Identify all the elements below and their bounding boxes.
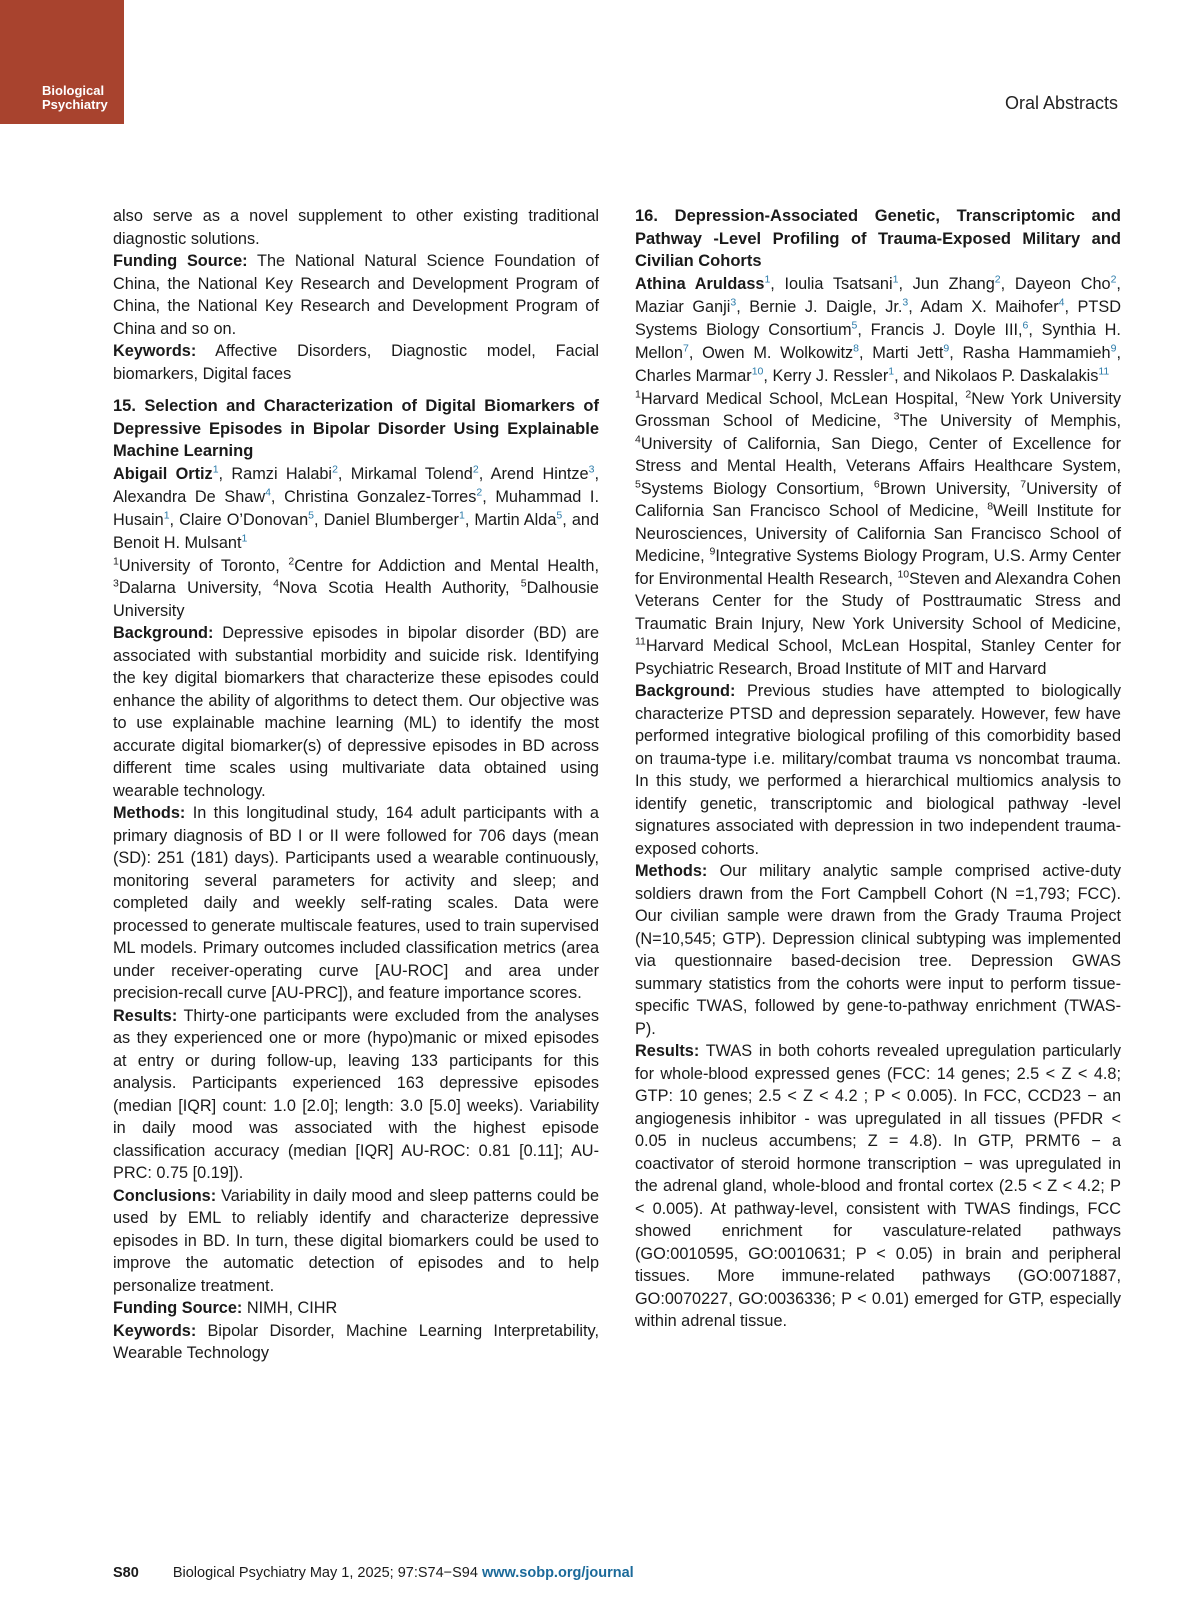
affiliation-marker: 1 bbox=[113, 555, 119, 568]
author-affiliation-marker: 2 bbox=[472, 463, 479, 476]
author-affiliation-marker: 11 bbox=[1098, 365, 1110, 378]
author-affiliation-marker: 8 bbox=[853, 342, 859, 355]
prev-funding bbox=[113, 250, 599, 340]
author-separator: , bbox=[594, 464, 599, 483]
author-separator: , bbox=[482, 487, 496, 506]
prev-funding-text: The National Natural Science Foundation of China, the National Key Research and Development Program of China, the National Key Research and Development Program of China and so on. bbox=[113, 252, 599, 338]
continued-text: also serve as a novel supplement to other existing traditional diagnostic solutions. bbox=[113, 207, 599, 248]
abstract-16-authors bbox=[635, 273, 1121, 388]
affiliation-marker: 7 bbox=[1020, 478, 1027, 491]
author-name: Martin Alda bbox=[474, 510, 557, 529]
author-name: Dayeon Cho bbox=[1014, 274, 1111, 293]
affiliation-marker: 1 bbox=[635, 388, 641, 401]
author-name: Ioulia Tsatsani bbox=[784, 274, 893, 293]
author-name: Bernie J. Daigle, Jr. bbox=[749, 297, 903, 316]
journal-logo-text bbox=[42, 84, 108, 112]
funding-text: NIMH, CIHR bbox=[246, 1299, 338, 1317]
author-separator: , bbox=[1000, 274, 1015, 293]
affiliation-text: Integrative Systems Biology Program, U.S. Army Center for Environmental Health Research, bbox=[635, 547, 1121, 588]
author-separator: , and bbox=[562, 510, 599, 529]
author-affiliation-marker: 2 bbox=[476, 486, 483, 499]
author-separator: , bbox=[1116, 343, 1121, 362]
abstract-16-results bbox=[635, 1040, 1121, 1333]
affiliation-text: Weill Institute for Neurosciences, University of California San Francisco School of Medicine, bbox=[635, 502, 1121, 565]
author-name: Christina Gonzalez-Torres bbox=[284, 487, 477, 506]
author-name: Muhammad I. Husain bbox=[113, 487, 599, 529]
author-affiliation-marker: 4 bbox=[265, 486, 271, 499]
author-affiliation-marker: 5 bbox=[308, 509, 315, 522]
author-affiliation-marker: 1 bbox=[888, 365, 895, 378]
author-separator: , bbox=[763, 366, 773, 385]
author-affiliation-marker: 5 bbox=[556, 509, 563, 522]
author-name: Ramzi Halabi bbox=[231, 464, 333, 483]
author-separator: , bbox=[478, 464, 491, 483]
affiliation-marker: 11 bbox=[635, 635, 646, 648]
author-affiliation-marker: 3 bbox=[588, 463, 595, 476]
right-column bbox=[635, 205, 1121, 1333]
abstract-15-results bbox=[113, 1005, 599, 1185]
affiliation-text: Nova Scotia Health Authority, bbox=[278, 579, 521, 597]
journal-logo-tab bbox=[0, 0, 124, 124]
author-name: PTSD Systems Biology Consortium bbox=[635, 297, 1121, 339]
author-affiliation-marker: 1 bbox=[458, 509, 465, 522]
author-name: Marti Jett bbox=[872, 343, 944, 362]
author-affiliation-marker: 2 bbox=[332, 463, 338, 476]
author-separator: , bbox=[688, 343, 703, 362]
affiliation-text: Dalarna University, bbox=[118, 579, 274, 597]
methods-text: Our military analytic sample comprised active-duty soldiers drawn from the Fort Campbell Cohort (N =1,793; FCC). Our civilian sample were drawn from the Grady Trauma Project (N=10,545; GTP). Depression clinical subtyping was implemented via questionnaire based-decision tree. Depression GWAS summary statistics from the cohorts were input to perform tissue-specific TWAS, followed by gene-to-pathway enrichment (TWAS-P). bbox=[635, 862, 1121, 1038]
prev-keywords bbox=[113, 340, 599, 385]
background-label: Background: bbox=[635, 682, 736, 700]
funding-label: Funding Source: bbox=[113, 1299, 243, 1317]
author-affiliation-marker: 9 bbox=[1110, 342, 1117, 355]
keywords-text: Bipolar Disorder, Machine Learning Interpretability, Wearable Technology bbox=[113, 1321, 599, 1362]
author-separator: , bbox=[1064, 297, 1078, 316]
author-name: Synthia H. Mellon bbox=[635, 320, 1121, 362]
author-separator: , bbox=[908, 297, 921, 316]
author-name: Nikolaos P. Daskalakis bbox=[934, 366, 1099, 385]
author-affiliation-marker: 1 bbox=[163, 509, 170, 522]
prev-funding-label: Funding Source: bbox=[113, 252, 248, 270]
affiliation-marker: 9 bbox=[709, 545, 716, 558]
page-number: S80 bbox=[113, 1565, 139, 1581]
affiliation-text: New York University Grossman School of Medicine, bbox=[635, 389, 1121, 430]
affiliation-marker: 6 bbox=[873, 478, 880, 491]
abstract-15-funding bbox=[113, 1297, 599, 1320]
author-separator: , bbox=[898, 274, 913, 293]
author-affiliation-marker: 5 bbox=[851, 319, 858, 332]
author-name: Alexandra De Shaw bbox=[113, 487, 266, 506]
abstract-15-authors bbox=[113, 463, 599, 555]
affiliation-text: Centre for Addiction and Mental Health, bbox=[294, 556, 599, 575]
author-separator: , bbox=[858, 343, 873, 362]
author-separator: , bbox=[949, 343, 963, 362]
affiliation-text: Harvard Medical School, McLean Hospital, Stanley Center for Psychiatric Research, Broad Institute of MIT and Harvard bbox=[635, 637, 1121, 678]
author-separator: , bbox=[314, 510, 324, 529]
author-separator: , bbox=[169, 510, 180, 529]
methods-text: In this longitudinal study, 164 adult participants with a primary diagnosis of BD I or II were followed for 706 days (mean (SD): 251 (181) days). Participants used a wearable continuously, monitoring several parameters for activity and sleep; and completed daily and weekly self-rating scales. Data were processed to generate multiscale features, used to train supervised ML models. Primary outcomes included classification metrics (area under receiver-operating curve [AU-ROC] and area under precision-recall curve [AU-PRC]), and feature importance scores. bbox=[113, 804, 599, 1002]
author-affiliation-marker: 1 bbox=[892, 273, 899, 286]
author-name: Maziar Ganji bbox=[635, 297, 731, 316]
affiliation-marker: 8 bbox=[987, 500, 994, 513]
affiliation-text: Harvard Medical School, McLean Hospital, bbox=[640, 389, 966, 408]
author-separator: , bbox=[770, 274, 785, 293]
results-label: Results: bbox=[635, 1042, 700, 1060]
author-name: Abigail Ortiz bbox=[113, 464, 213, 483]
affiliation-marker: 5 bbox=[520, 577, 527, 590]
affiliation-text: Steven and Alexandra Cohen Veterans Center for the Study of Posttraumatic Stress and Traumatic Brain Injury, New York University School of Medicine, bbox=[635, 569, 1121, 633]
author-separator: , bbox=[736, 297, 750, 316]
author-name: Arend Hintze bbox=[490, 464, 589, 483]
author-affiliation-marker: 3 bbox=[730, 296, 737, 309]
author-affiliation-marker: 9 bbox=[943, 342, 950, 355]
author-name: Rasha Hammamieh bbox=[962, 343, 1111, 362]
affiliation-text: Systems Biology Consortium, bbox=[640, 479, 874, 498]
author-separator: , bbox=[1028, 320, 1042, 339]
author-affiliation-marker: 10 bbox=[751, 365, 764, 378]
author-name: Kerry J. Ressler bbox=[772, 366, 889, 385]
affiliation-marker: 10 bbox=[897, 568, 910, 581]
abstract-16-affiliations bbox=[635, 388, 1121, 681]
affiliation-marker: 5 bbox=[635, 478, 641, 491]
author-separator: , bbox=[1116, 274, 1121, 293]
affiliation-marker: 4 bbox=[273, 577, 279, 590]
author-affiliation-marker: 2 bbox=[994, 273, 1001, 286]
author-name: Jun Zhang bbox=[912, 274, 995, 293]
author-name: Claire O’Donovan bbox=[179, 510, 309, 529]
affiliation-text: University of California San Francisco School of Medicine, bbox=[635, 479, 1121, 520]
conclusions-label: Conclusions: bbox=[113, 1186, 217, 1205]
author-affiliation-marker: 1 bbox=[212, 463, 219, 476]
journal-logo-line1: Biological bbox=[42, 83, 105, 98]
author-affiliation-marker: 7 bbox=[682, 342, 689, 355]
affiliation-text: University of California, San Diego, Center of Excellence for Stress and Mental Health, Veterans Affairs Healthcare System, bbox=[635, 434, 1121, 475]
author-affiliation-marker: 1 bbox=[241, 532, 248, 545]
author-separator: , bbox=[464, 510, 475, 529]
affiliation-text: University of Toronto, bbox=[118, 556, 289, 575]
author-separator: , bbox=[218, 464, 232, 483]
author-name: Athina Aruldass bbox=[635, 274, 765, 293]
affiliation-marker: 4 bbox=[635, 433, 641, 446]
abstract-15-keywords bbox=[113, 1320, 599, 1365]
prev-keywords-label: Keywords: bbox=[113, 342, 197, 360]
author-affiliation-marker: 3 bbox=[902, 296, 909, 309]
abstract-15-affiliations bbox=[113, 555, 599, 623]
affiliation-text: The University of Memphis, bbox=[899, 412, 1121, 430]
journal-link[interactable]: www.sobp.org/journal bbox=[481, 1565, 634, 1581]
journal-logo-line2: Psychiatry bbox=[42, 97, 108, 112]
author-name: Mirkamal Tolend bbox=[350, 464, 473, 483]
affiliation-text: Dalhousie University bbox=[113, 579, 599, 620]
affiliation-marker: 3 bbox=[893, 410, 900, 423]
affiliation-text: Brown University, bbox=[879, 479, 1021, 498]
abstract-16-title: 16. Depression-Associated Genetic, Transcriptomic and Pathway -Level Profiling of Trauma-Exposed Military and Civilian Cohorts bbox=[635, 207, 1121, 270]
author-separator: , bbox=[857, 320, 871, 339]
author-name: Owen M. Wolkowitz bbox=[702, 343, 854, 362]
author-name: Daniel Blumberger bbox=[323, 510, 459, 529]
results-label: Results: bbox=[113, 1006, 178, 1025]
affiliation-marker: 3 bbox=[113, 577, 119, 590]
abstract-15-title: 15. Selection and Characterization of Digital Biomarkers of Depressive Episodes in Bipolar Disorder Using Explainable Machine Learning bbox=[113, 397, 599, 460]
section-label: Oral Abstracts bbox=[1004, 93, 1118, 113]
methods-label: Methods: bbox=[635, 862, 708, 880]
abstract-15-conclusions bbox=[113, 1185, 599, 1298]
page-footer bbox=[113, 1565, 634, 1581]
author-name: Charles Marmar bbox=[635, 366, 752, 385]
results-text: TWAS in both cohorts revealed upregulation particularly for whole-blood expressed genes (FCC: 14 genes; 2.5 < Z < 4.8; GTP: 10 genes; 2.5 < Z < 4.2 ; P < 0.005). In FCC, CCD23 − an angiogenesis inhibitor - was upregulated in all tissues (PFDR < 0.05 in nucleus accumbens; Z = 4.8). In GTP, PRMT6 − a coactivator of steroid hormone transcription − was upregulated in the adrenal gland, whole-blood and frontal cortex (2.5 < Z < 4.2; P < 0.005). At pathway-level, consistent with TWAS findings, FCC showed enrichment for vasculature-related pathways (GO:0010595, GO:0010631; P < 0.05) in brain and peripheral tissues. More immune-related pathways (GO:0071887, GO:0070227, GO:0036336; P < 0.01) emerged for GTP, especially within adrenal tissue. bbox=[635, 1042, 1121, 1330]
author-affiliation-marker: 1 bbox=[764, 273, 771, 286]
author-affiliation-marker: 4 bbox=[1058, 296, 1065, 309]
abstract-15-background bbox=[113, 622, 599, 802]
background-text: Depressive episodes in bipolar disorder (BD) are associated with substantial morbidity and suicide risk. Identifying the key digital biomarkers that characterize these episodes could enhance the ability of algorithms to detect them. Our objective was to use explainable machine learning (ML) to identify the most accurate digital biomarker(s) of depressive episodes in BD across different time scales using multivariate data obtained using wearable technology. bbox=[113, 624, 599, 800]
author-affiliation-marker: 6 bbox=[1022, 319, 1029, 332]
keywords-label: Keywords: bbox=[113, 1321, 197, 1340]
conclusions-text: Variability in daily mood and sleep patterns could be used by EML to reliably identify and characterize depressive episodes in BD. In turn, these digital biomarkers could be used to improve the automatic detection of episodes and to help personalize treatment. bbox=[113, 1186, 599, 1295]
citation: Biological Psychiatry May 1, 2025; 97:S74−S94 bbox=[172, 1565, 478, 1581]
affiliation-marker: 2 bbox=[965, 388, 972, 401]
left-column bbox=[113, 205, 599, 1365]
results-text: Thirty-one participants were excluded from the analyses as they experienced one or more (hypo)manic or mixed episodes at entry or during follow-up, leaving 133 participants for this analysis. Participants experienced 163 depressive episodes (median [IQR] count: 1.0 [2.0]; length: 3.0 [5.0] weeks). Variability in daily mood was associated with the highest episode classification accuracy (median [IQR] AU-ROC: 0.81 [0.11]; AU-PRC: 0.75 [0.19]). bbox=[113, 1006, 599, 1182]
abstract-16-methods bbox=[635, 860, 1121, 1040]
author-separator: , bbox=[270, 487, 285, 506]
author-separator: , and bbox=[894, 366, 935, 385]
author-name: Benoit H. Mulsant bbox=[113, 533, 242, 552]
author-separator: , bbox=[337, 464, 351, 483]
background-label: Background: bbox=[113, 624, 214, 642]
author-name: Francis J. Doyle III, bbox=[870, 320, 1023, 339]
prev-keywords-text: Affective Disorders, Diagnostic model, Facial biomarkers, Digital faces bbox=[113, 342, 599, 383]
author-name: Adam X. Maihofer bbox=[920, 297, 1059, 316]
background-text: Previous studies have attempted to biologically characterize PTSD and depression separately. However, few have performed integrative biological profiling of this comorbidity based on trauma-type i.e. military/combat trauma vs noncombat trauma. In this study, we performed a hierarchical multiomics analysis to identify genetic, transcriptomic and biological pathway -level signatures associated with depression in two independent trauma-exposed cohorts. bbox=[635, 682, 1121, 858]
abstract-15-methods bbox=[113, 802, 599, 1005]
methods-label: Methods: bbox=[113, 804, 186, 822]
abstract-16-background bbox=[635, 680, 1121, 860]
author-affiliation-marker: 2 bbox=[1110, 273, 1117, 286]
affiliation-marker: 2 bbox=[288, 555, 295, 568]
